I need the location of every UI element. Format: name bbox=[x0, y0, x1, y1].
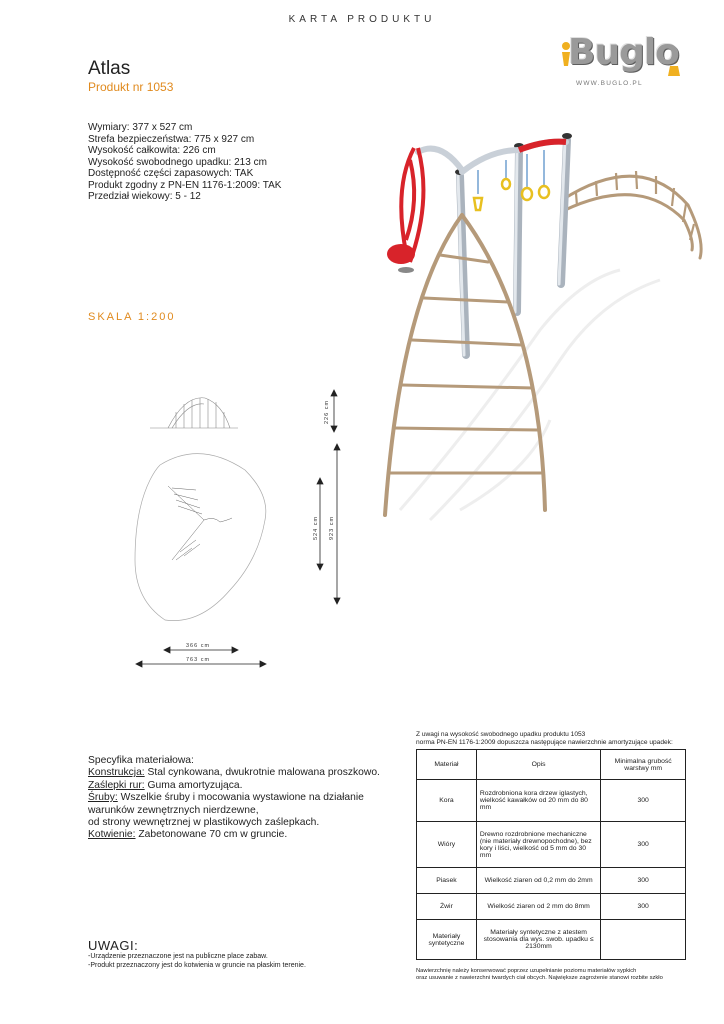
logo-wordmark: Buglo bbox=[568, 32, 679, 73]
surface-table-footer bbox=[416, 968, 663, 982]
material-screws bbox=[88, 792, 380, 804]
width-outer-label: 763 cm bbox=[186, 657, 211, 663]
table-row bbox=[417, 868, 686, 894]
anchor-text: Zabetonowane 70 cm w gruncie. bbox=[135, 829, 288, 841]
material-caps bbox=[88, 780, 380, 792]
table-row bbox=[417, 894, 686, 920]
anchor-label: Kotwienie: bbox=[88, 829, 136, 841]
surface-intro-line: norma PN-EN 1176-1:2009 dopuszcza następujące nawierzchnie amortyzujące upadek: bbox=[416, 739, 673, 746]
table-header-row bbox=[417, 750, 686, 780]
caps-text: Guma amortyzująca. bbox=[144, 779, 243, 791]
screws-text: Wszelkie śruby i mocowania wystawione na działanie bbox=[117, 792, 364, 804]
cell-thickness bbox=[601, 920, 686, 960]
product-number: Produkt nr 1053 bbox=[88, 80, 174, 94]
cell-description: Materiały syntetyczne z atestem stosowania dla wys. swob. upadku ≤ 2130mm bbox=[476, 920, 601, 960]
spec-spare-parts: Dostępność części zapasowych: TAK bbox=[88, 168, 254, 179]
width-inner-label: 366 cm bbox=[186, 643, 211, 649]
height-dim-label: 226 cm bbox=[324, 399, 330, 424]
note-item: -Urządzenie przeznaczone jest na publiczne place zabaw. bbox=[88, 953, 268, 960]
header-thickness: Minimalna grubość warstwy mm bbox=[601, 750, 686, 780]
table-row bbox=[417, 920, 686, 960]
material-anchor bbox=[88, 829, 380, 841]
table-row bbox=[417, 822, 686, 868]
depth-dimensions bbox=[313, 444, 340, 604]
table-row bbox=[417, 780, 686, 822]
width-dimensions bbox=[136, 643, 266, 667]
cell-material: Żwir bbox=[417, 894, 477, 920]
cell-thickness: 300 bbox=[601, 822, 686, 868]
depth-outer-label: 923 cm bbox=[329, 515, 335, 540]
caps-label: Zaślepki rur: bbox=[88, 779, 145, 791]
cell-description: Rozdrobniona kora drzew iglastych, wielkość kawałków od 20 mm do 80 mm bbox=[476, 780, 601, 822]
cell-description: Wielkość ziaren od 0,2 mm do 2mm bbox=[476, 868, 601, 894]
scale-label: SKALA 1:200 bbox=[88, 311, 176, 323]
logo-url: WWW.BUGLO.PL bbox=[576, 80, 643, 87]
material-construction bbox=[88, 767, 380, 779]
surface-footer-line: Nawierzchnię należy konserwować poprzez uzupełnianie poziomu materiałów sypkich bbox=[416, 968, 637, 974]
surface-table bbox=[416, 749, 686, 960]
spec-safety-zone: Strefa bezpieczeństwa: 775 x 927 cm bbox=[88, 133, 255, 145]
cell-description: Wielkość ziaren od 2 mm do 8mm bbox=[476, 894, 601, 920]
depth-inner-label: 524 cm bbox=[313, 515, 319, 540]
cell-material: Materiały syntetyczne bbox=[417, 920, 477, 960]
note-item: -Produkt przeznaczony jest do kotwienia w gruncie na płaskim terenie. bbox=[88, 962, 306, 969]
height-dimension bbox=[324, 390, 337, 432]
spec-norm: Produkt zgodny z PN-EN 1176-1:2009: TAK bbox=[88, 179, 282, 191]
surface-footer-line: oraz usuwanie z nawierzchni twardych ciał obcych. Największe zagrożenie stanowi rozbite szkło bbox=[416, 975, 663, 981]
cell-material: Piasek bbox=[417, 868, 477, 894]
cell-description: Drewno rozdrobnione mechaniczne (nie materiały drewnopochodne), bez kory i liści, wielkość od 5 mm do 30 mm bbox=[476, 822, 601, 868]
spec-dimensions: Wymiary: 377 x 527 cm bbox=[88, 122, 193, 133]
cell-material: Wióry bbox=[417, 822, 477, 868]
cell-thickness: 300 bbox=[601, 780, 686, 822]
surface-intro-line: Z uwagi na wysokość swobodnego upadku produktu 1053 bbox=[416, 731, 586, 738]
header-description: Opis bbox=[476, 750, 601, 780]
surface-table-intro bbox=[416, 731, 673, 747]
spec-fall-height: Wysokość swobodnego upadku: 213 cm bbox=[88, 156, 267, 168]
cell-material: Kora bbox=[417, 780, 477, 822]
screws-label: Śruby: bbox=[88, 792, 118, 804]
document-header: KARTA PRODUKTU bbox=[288, 14, 436, 25]
construction-text: Stal cynkowana, dwukrotnie malowana proszkowo. bbox=[144, 767, 380, 779]
material-spec bbox=[88, 755, 380, 842]
header-material: Materiał bbox=[417, 750, 477, 780]
plan-view bbox=[135, 454, 266, 621]
cell-thickness: 300 bbox=[601, 894, 686, 920]
material-heading: Specyfika materiałowa: bbox=[88, 755, 194, 766]
construction-label: Konstrukcja: bbox=[88, 767, 145, 779]
product-illustration bbox=[385, 133, 701, 520]
cell-thickness: 300 bbox=[601, 868, 686, 894]
notes-title: UWAGI: bbox=[88, 938, 139, 953]
spec-age-range: Przedział wiekowy: 5 - 12 bbox=[88, 191, 201, 202]
screws-text-2: warunków zewnętrznych nierdzewne, bbox=[88, 804, 259, 816]
screws-text-3: od strony wewnętrznej w plastikowych zaślepkach. bbox=[88, 817, 320, 829]
notes-list bbox=[88, 952, 306, 970]
side-elevation bbox=[150, 398, 238, 428]
spec-total-height: Wysokość całkowita: 226 cm bbox=[88, 145, 216, 156]
product-name: Atlas bbox=[88, 58, 131, 79]
